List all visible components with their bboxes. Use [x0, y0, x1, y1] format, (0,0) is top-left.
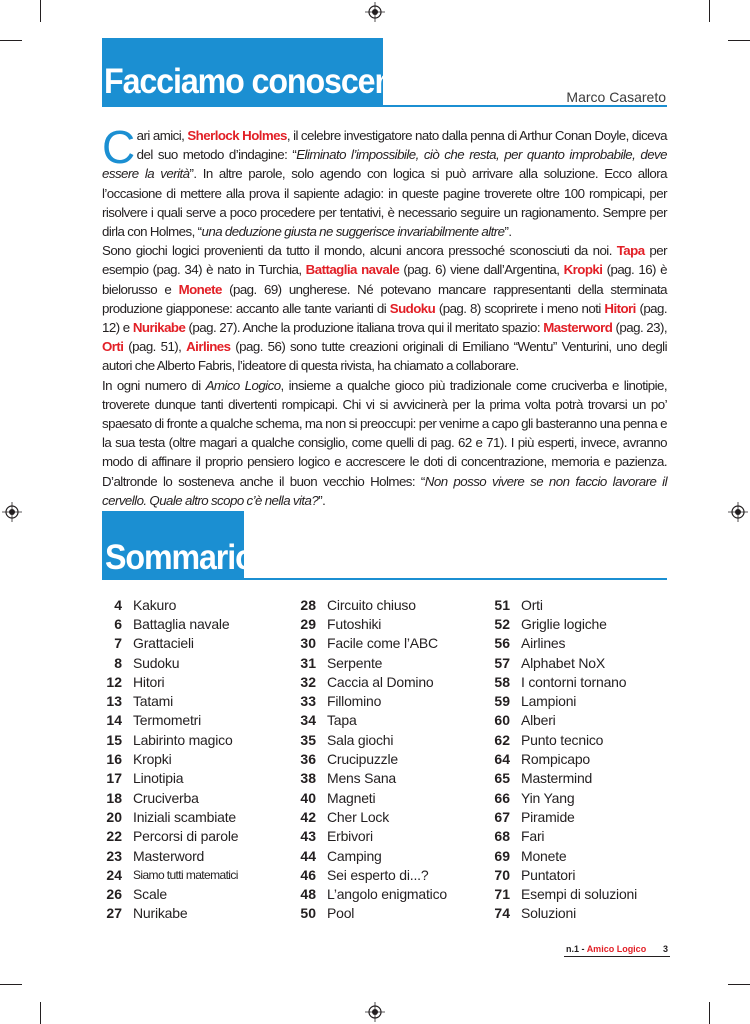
toc-title: Erbivori [327, 828, 373, 845]
toc-page-number: 51 [494, 596, 510, 613]
toc-title: Circuito chiuso [327, 596, 416, 613]
title-rule [102, 105, 667, 107]
toc-page-number: 24 [106, 866, 122, 883]
toc-title: L’angolo enigmatico [327, 886, 447, 903]
toc-entry [102, 634, 292, 653]
toc-title: Magneti [327, 789, 376, 806]
toc-page-number: 8 [114, 654, 122, 671]
toc-page-number: 60 [494, 712, 510, 729]
toc-page-number: 14 [106, 712, 122, 729]
toc-entry [102, 865, 292, 884]
toc-entry [490, 730, 680, 749]
page-number: 3 [662, 943, 668, 954]
toc-page-number: 12 [106, 673, 122, 690]
toc-entry [490, 788, 680, 807]
toc-entry [296, 730, 486, 749]
toc-entry [102, 904, 292, 923]
body-text: ”. In altre parole, solo agendo con logica si può arrivare alla soluzione. Ecco allora l’occasione di mettere alla prova il sapiente adagio: in queste pagine troverete oltre 100 rompicapi, per risolvere i quali serve a poco procedere per tentativi, è necessario seguire un ragionamento. Sempre per dirla con Holmes, “ [102, 166, 668, 240]
body-text: Sono giochi logici provenienti da tutto il mondo, alcuni ancora pressoché sconosciuti da noi. [102, 243, 617, 259]
body-text: (pag. 16) è bielorusso e [102, 262, 667, 297]
article-body [102, 121, 668, 510]
puzzle-name-highlight: Orti [102, 339, 124, 355]
toc-entry [102, 846, 292, 865]
toc-entry [490, 846, 680, 865]
toc-title: Termometri [133, 712, 202, 729]
toc-page-number: 46 [300, 866, 316, 883]
toc-title: Labirinto magico [133, 731, 233, 748]
toc-page-number: 65 [494, 770, 510, 787]
toc-title: Battaglia navale [133, 615, 230, 632]
body-text: per esempio (pag. 34) è nato in Turchia, [102, 243, 667, 278]
toc-entry [102, 672, 292, 691]
toc-page-number: 18 [106, 789, 122, 806]
toc-entry [296, 711, 486, 730]
puzzle-name-highlight: Tapa [616, 243, 645, 259]
registration-mark-icon [2, 502, 22, 522]
toc-page-number: 6 [114, 615, 122, 632]
toc-entry [296, 769, 486, 788]
toc-entry [490, 827, 680, 846]
toc-title: Scale [133, 886, 168, 903]
toc-entry [490, 904, 680, 923]
toc-page-number: 48 [300, 886, 316, 903]
puzzle-name-highlight: Airlines [186, 339, 231, 355]
body-text: , il celebre investigatore nato dalla penna di Arthur Conan Doyle, diceva del suo metodo d’indagine: “ [136, 128, 667, 163]
body-text: ”. [318, 492, 326, 508]
quote-text: Non posso vivere se non faccio lavorare il cervello. Quale altro scopo c’è nella vita? [102, 473, 667, 508]
toc-page-number: 34 [300, 712, 316, 729]
toc-entry [490, 711, 680, 730]
toc-page-number: 57 [494, 654, 510, 671]
toc-entry [296, 884, 486, 903]
toc-title: I contorni tornano [521, 673, 627, 690]
toc-title: Camping [327, 847, 382, 864]
quote-text: una deduzione giusta ne suggerisce invariabilmente altre [201, 224, 505, 240]
registration-mark-icon [365, 2, 385, 22]
toc-entry [490, 614, 680, 633]
toc-entry [296, 691, 486, 710]
toc-title: Grattacieli [133, 635, 194, 652]
body-text: ”. [504, 224, 512, 240]
toc-title: Piramide [521, 808, 575, 825]
toc-entry [490, 595, 680, 614]
toc-entry [296, 827, 486, 846]
toc-page-number: 59 [494, 693, 510, 710]
puzzle-name-highlight: Monete [178, 281, 222, 297]
toc-page-number: 26 [106, 886, 122, 903]
toc-entry [490, 691, 680, 710]
page-title: Facciamo conoscenza [104, 62, 425, 101]
dropcap: C [102, 121, 135, 173]
toc-title: Masterword [133, 847, 205, 864]
crop-mark [709, 0, 710, 22]
toc-entry [296, 614, 486, 633]
toc-title: Crucipuzzle [327, 751, 398, 768]
toc-page-number: 7 [114, 635, 122, 652]
puzzle-name-highlight: Sudoku [389, 300, 436, 316]
puzzle-name-highlight: Kropki [563, 262, 603, 278]
toc-page-number: 38 [300, 770, 316, 787]
toc-entry [296, 595, 486, 614]
toc-page-number: 56 [494, 635, 510, 652]
body-text: , insieme a qualche gioco più tradizionale come cruciverba e linotipie, troverete dunque tanti divertenti rompicapi. Chi vi si avvicinerà per la prima volta potrà trovarsi un po’ spaesato di fronte a qualche schema, ma non si preoccupi: per venirne a capo gli basteranno una penna e la sua testa (oltre magari a qualche consiglio, come quelli di pag. 62 e 71). I più esperti, invece, avranno modo di affinare il proprio pensiero logico e accrescere le doti di concentrazione, memoria e pazienza. D’altronde lo sosteneva anche il buon vecchio Holmes: “ [102, 377, 668, 489]
toc-title: Pool [327, 905, 355, 922]
puzzle-name-highlight: Hitori [604, 300, 636, 316]
article-paragraph [102, 376, 667, 510]
toc-page-number: 36 [300, 751, 316, 768]
toc-column [102, 595, 292, 923]
toc-title: Iniziali scambiate [133, 808, 236, 825]
toc-entry [102, 788, 292, 807]
toc-title: Rompicapo [521, 751, 591, 768]
toc-page-number: 64 [494, 751, 510, 768]
toc-page-number: 66 [494, 789, 510, 806]
toc-page-number: 40 [300, 789, 316, 806]
toc-page-number: 70 [494, 866, 510, 883]
author: Marco Casareto [566, 89, 666, 105]
puzzle-name-highlight: Masterword [543, 320, 613, 336]
toc-title: Fillomino [327, 693, 382, 710]
toc-title: Caccia al Domino [327, 673, 434, 690]
toc-column [296, 595, 486, 923]
toc-entry [102, 614, 292, 633]
toc-entry [490, 653, 680, 672]
body-text: (pag. 23), [612, 320, 668, 336]
body-text: (pag. 12) e [102, 300, 667, 336]
toc-page-number: 35 [300, 731, 316, 748]
puzzle-name-highlight: Sherlock Holmes [187, 128, 287, 143]
article-paragraph [102, 121, 668, 241]
toc-entry [296, 904, 486, 923]
toc-page-number: 16 [106, 751, 122, 768]
toc-title: Futoshiki [327, 615, 382, 632]
toc-title: Siamo tutti matematici [133, 867, 238, 882]
body-text: (pag. 56) sono tutte creazioni originali di Emiliano “Wentu” Venturini, uno degli autori che Alberto Fabris, l’ideatore di questa rivista, ha chiamato a collaborare. [102, 339, 667, 374]
toc-title: Cruciverba [133, 789, 199, 806]
toc-entry [296, 634, 486, 653]
toc-title: Esempi di soluzioni [521, 886, 638, 903]
toc-title: Griglie logiche [521, 615, 607, 632]
sommario-title: Sommario [105, 538, 254, 577]
toc-page-number: 17 [106, 770, 122, 787]
toc-page-number: 50 [300, 905, 316, 922]
toc-entry [296, 653, 486, 672]
toc-page-number: 4 [114, 596, 122, 613]
toc-title: Airlines [521, 635, 566, 652]
toc-entry [296, 672, 486, 691]
toc-entry [102, 769, 292, 788]
toc-title: Linotipia [133, 770, 184, 787]
quote-text: Eliminato l’impossibile, ciò che resta, per quanto improbabile, deve essere la verità [102, 147, 667, 182]
toc-page-number: 23 [106, 847, 122, 864]
toc-entry [490, 749, 680, 768]
registration-mark-icon [728, 502, 748, 522]
toc-page-number: 68 [494, 828, 510, 845]
toc-page-number: 52 [494, 615, 510, 632]
toc-column [490, 595, 680, 923]
toc-entry [490, 884, 680, 903]
toc-page-number: 58 [494, 673, 510, 690]
toc-entry [296, 807, 486, 826]
toc-title: Mastermind [521, 770, 593, 787]
toc-title: Nurikabe [133, 905, 188, 922]
body-text: (pag. 51), [123, 339, 187, 355]
toc-page-number: 32 [300, 673, 316, 690]
quote-text: Amico Logico [205, 377, 281, 393]
toc-title: Fari [521, 828, 545, 845]
toc-entry [102, 711, 292, 730]
toc-page-number: 27 [106, 905, 122, 922]
toc-page-number: 20 [106, 808, 122, 825]
toc-entry [102, 827, 292, 846]
body-text: (pag. 6) viene dall’Argentina, [399, 262, 564, 278]
body-text: ari amici, [136, 128, 188, 143]
toc-page-number: 31 [300, 654, 316, 671]
toc-entry [490, 865, 680, 884]
toc-page-number: 43 [300, 828, 316, 845]
toc-title: Cher Lock [327, 808, 390, 825]
toc-page-number: 33 [300, 693, 316, 710]
toc-title: Serpente [327, 654, 383, 671]
body-text: In ogni numero di [102, 377, 206, 393]
puzzle-name-highlight: Nurikabe [132, 320, 186, 336]
crop-mark [728, 984, 750, 985]
toc-page-number: 29 [300, 615, 316, 632]
toc-page-number: 44 [300, 847, 316, 864]
page-footer [564, 941, 670, 957]
toc-page-number: 15 [106, 731, 122, 748]
toc-title: Alberi [521, 712, 556, 729]
toc-entry [102, 884, 292, 903]
body-text: (pag. 8) scoprirete i meno noti [435, 300, 605, 316]
crop-mark [728, 40, 750, 41]
toc-title: Kakuro [133, 596, 177, 613]
toc-entry [296, 865, 486, 884]
toc-page-number: 13 [106, 693, 122, 710]
toc-entry [102, 749, 292, 768]
toc-page-number: 30 [300, 635, 316, 652]
footer-magazine: Amico Logico [586, 943, 647, 954]
toc-title: Tatami [133, 693, 174, 710]
toc-title: Sala giochi [327, 731, 394, 748]
toc-title: Hitori [133, 673, 165, 690]
toc-title: Soluzioni [521, 905, 577, 922]
toc-title: Kropki [133, 751, 172, 768]
crop-mark [0, 40, 22, 41]
toc-title: Yin Yang [521, 789, 575, 806]
crop-mark [709, 1002, 710, 1024]
toc-page-number: 67 [494, 808, 510, 825]
registration-mark-icon [365, 1002, 385, 1022]
crop-mark [40, 0, 41, 22]
toc-entry [102, 595, 292, 614]
toc-entry [296, 749, 486, 768]
toc-title: Percorsi di parole [133, 828, 239, 845]
toc-title: Puntatori [521, 866, 576, 883]
toc-title: Sudoku [133, 654, 180, 671]
toc-entry [296, 846, 486, 865]
puzzle-name-highlight: Battaglia navale [305, 262, 400, 278]
article-paragraph [102, 241, 667, 375]
toc-page-number: 62 [494, 731, 510, 748]
toc-page-number: 42 [300, 808, 316, 825]
toc-entry [102, 653, 292, 672]
toc-title: Punto tecnico [521, 731, 604, 748]
toc-entry [490, 672, 680, 691]
toc-page-number: 28 [300, 596, 316, 613]
toc-title: Alphabet NoX [521, 654, 605, 671]
toc-title: Tapa [327, 712, 357, 729]
toc-title: Monete [521, 847, 567, 864]
toc-entry [102, 807, 292, 826]
toc-page-number: 71 [494, 886, 510, 903]
toc-entry [490, 807, 680, 826]
toc-entry [490, 769, 680, 788]
toc-page-number: 69 [494, 847, 510, 864]
toc-page-number: 74 [494, 905, 510, 922]
body-text: (pag. 27). Anche la produzione italiana trova qui il meritato spazio: [185, 320, 544, 336]
crop-mark [40, 1002, 41, 1024]
toc-entry [296, 788, 486, 807]
body-text: (pag. 69) ungherese. Né potevano mancare rappresentanti della sterminata produzione giapponese: accanto alle tante varianti di [102, 281, 667, 316]
footer-issue: n.1 - Amico Logico [566, 943, 647, 954]
toc-title: Sei esperto di...? [327, 866, 429, 883]
toc-title: Orti [521, 596, 543, 613]
toc-title: Facile come l’ABC [327, 635, 438, 652]
toc-title: Mens Sana [327, 770, 397, 787]
toc-entry [490, 634, 680, 653]
crop-mark [0, 984, 22, 985]
toc-page-number: 22 [106, 828, 122, 845]
toc-title: Lampioni [521, 693, 577, 710]
toc-entry [102, 691, 292, 710]
toc-entry [102, 730, 292, 749]
sommario-rule [102, 578, 667, 580]
